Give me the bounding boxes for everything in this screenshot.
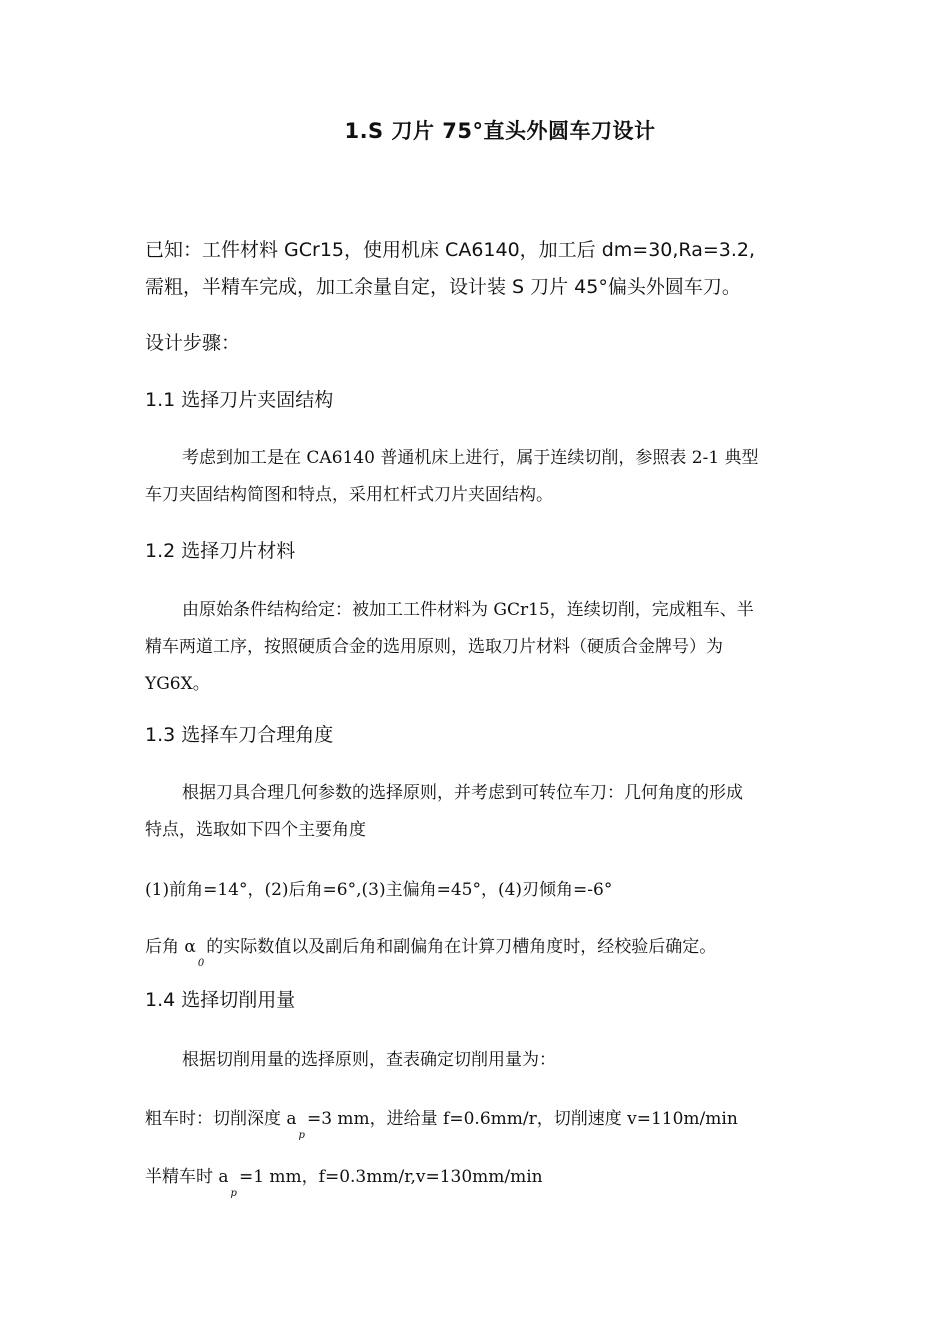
paragraph-line: 考虑到加工是在 CA6140 普通机床上进行，属于连续切削，参照表 2-1 典型 bbox=[182, 448, 759, 468]
given-conditions bbox=[145, 232, 815, 306]
semi-suffix: =1 mm，f=0.3mm/r,v=130mm/min bbox=[238, 1167, 543, 1187]
section-heading-1-4: 1.4 选择切削用量 bbox=[145, 989, 296, 1011]
rough-prefix: 粗车时：切削深度 a bbox=[145, 1109, 297, 1129]
steps-label: 设计步骤： bbox=[145, 332, 241, 354]
note-subscript: 0 bbox=[197, 958, 205, 969]
paragraph-line: 由原始条件结构给定：被加工工件材料为 GCr15，连续切削，完成粗车、半 bbox=[182, 600, 754, 620]
clearance-angle-note bbox=[145, 932, 717, 969]
paragraph-line: 根据刀具合理几何参数的选择原则，并考虑到可转位车刀：几何角度的形成 bbox=[182, 783, 743, 803]
rough-suffix: =3 mm，进给量 f=0.6mm/r，切削速度 v=110m/min bbox=[306, 1109, 738, 1129]
section-heading-1-2: 1.2 选择刀片材料 bbox=[145, 540, 296, 562]
given-line-2: 需粗，半精车完成，加工余量自定，设计装 S 刀片 45°偏头外圆车刀。 bbox=[145, 276, 741, 298]
section-heading-1-1: 1.1 选择刀片夹固结构 bbox=[145, 389, 334, 411]
angle-list: (1)前角=14°，(2)后角=6°,(3)主偏角=45°，(4)刃倾角=-6° bbox=[145, 880, 613, 900]
semi-prefix: 半精车时 a bbox=[145, 1167, 229, 1187]
semi-finish-cutting-params bbox=[145, 1162, 543, 1199]
paragraph-line: 特点，选取如下四个主要角度 bbox=[145, 820, 366, 840]
rough-cutting-params bbox=[145, 1104, 738, 1141]
paragraph-line: 根据切削用量的选择原则，查表确定切削用量为： bbox=[182, 1050, 556, 1070]
paragraph-line: 车刀夹固结构简图和特点，采用杠杆式刀片夹固结构。 bbox=[145, 485, 553, 505]
section-heading-1-3: 1.3 选择车刀合理角度 bbox=[145, 724, 334, 746]
rough-subscript: p bbox=[298, 1130, 305, 1141]
section-1-4-body bbox=[145, 1042, 810, 1079]
note-prefix: 后角 α bbox=[145, 937, 196, 957]
section-1-2-body bbox=[145, 592, 810, 703]
paragraph-line: 精车两道工序，按照硬质合金的选用原则，选取刀片材料（硬质合金牌号）为 bbox=[145, 637, 723, 657]
document-title: 1.S 刀片 75°直头外圆车刀设计 bbox=[344, 119, 656, 143]
section-1-3-body bbox=[145, 775, 810, 849]
note-suffix: 的实际数值以及副后角和副偏角在计算刀槽角度时，经校验后确定。 bbox=[206, 937, 717, 957]
semi-subscript: p bbox=[230, 1188, 237, 1199]
given-line-1: 已知：工件材料 GCr15，使用机床 CA6140，加工后 dm=30,Ra=3.2, bbox=[145, 239, 756, 261]
paragraph-line: YG6X。 bbox=[145, 674, 210, 694]
section-1-1-body bbox=[145, 440, 810, 514]
